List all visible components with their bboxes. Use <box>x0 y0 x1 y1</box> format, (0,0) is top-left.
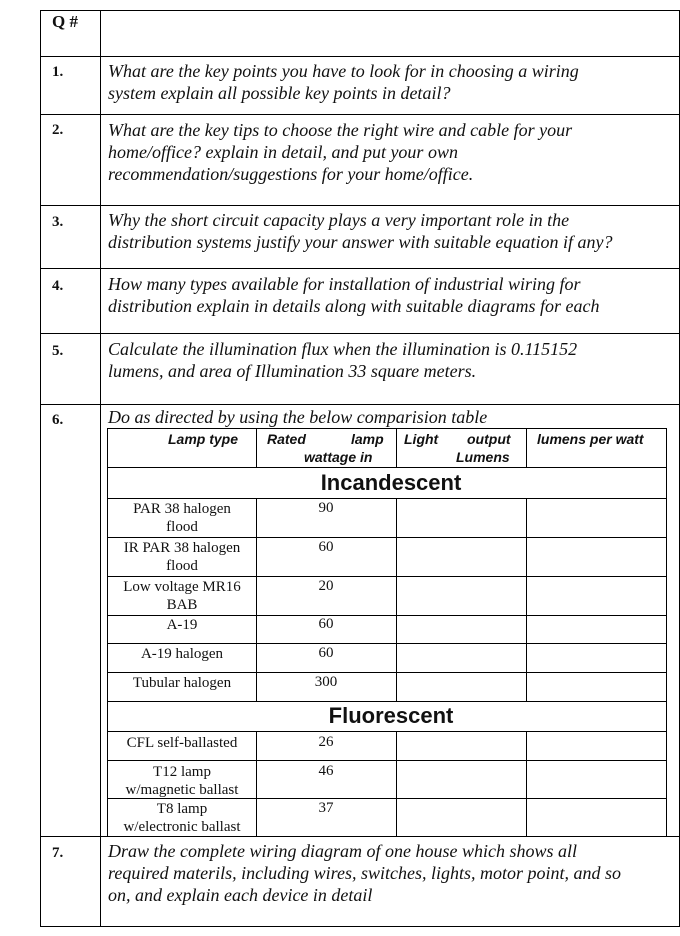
lamp-name <box>108 500 256 536</box>
question-number: 6. <box>52 412 64 428</box>
header-lamp-type: Lamp type <box>168 431 239 447</box>
inner-table-line <box>107 643 667 644</box>
question-text <box>108 338 577 382</box>
lamp-name-line: flood <box>166 558 198 574</box>
question-text <box>108 209 613 253</box>
inner-table-line <box>107 760 667 761</box>
wattage-value: 37 <box>318 800 334 816</box>
question-number: 1. <box>52 64 64 80</box>
lamp-name-line: T8 lamp <box>156 801 208 817</box>
inner-table-line <box>526 428 527 468</box>
inner-table-line <box>107 731 667 732</box>
inner-table-line <box>107 701 667 702</box>
question-line: distribution systems justify your answer with suitable equation if any? <box>108 232 613 252</box>
outer-line <box>40 205 680 206</box>
lamp-name <box>108 539 256 575</box>
header-lamp: lamp <box>351 431 384 447</box>
question-text <box>108 60 579 104</box>
inner-table-line <box>107 576 667 577</box>
question-number: 3. <box>52 214 64 230</box>
lamp-name-line: PAR 38 halogen <box>133 501 231 517</box>
question-line: Draw the complete wiring diagram of one house which shows all <box>108 841 577 861</box>
outer-line <box>40 10 680 11</box>
question-line: How many types available for installation of industrial wiring for <box>108 274 581 294</box>
lamp-name-line: w/electronic ballast <box>123 819 241 835</box>
lamp-name-line: IR PAR 38 halogen <box>123 540 241 556</box>
question-line: What are the key points you have to look for in choosing a wiring <box>108 61 579 81</box>
inner-table-line <box>107 672 667 673</box>
lamp-name-line: A-19 <box>166 617 198 633</box>
lamp-name <box>108 734 256 752</box>
question-number: 2. <box>52 122 64 138</box>
lamp-name-line: flood <box>166 519 198 535</box>
lamp-name-line: Tubular halogen <box>132 675 232 691</box>
wattage-value: 20 <box>318 578 334 594</box>
wattage-value: 46 <box>318 763 334 779</box>
lamp-name <box>108 578 256 614</box>
inner-table-line <box>107 467 667 468</box>
q-number-header: Q # <box>52 12 78 31</box>
lamp-name <box>108 645 256 663</box>
inner-table-line <box>526 731 527 837</box>
outer-line <box>40 836 680 837</box>
wattage-value: 300 <box>314 674 338 690</box>
header-rated: Rated <box>267 431 306 447</box>
lamp-name-line: BAB <box>166 597 198 613</box>
wattage-value: 90 <box>318 500 334 516</box>
question-line: What are the key tips to choose the right wire and cable for your <box>108 120 573 140</box>
question-line: lumens, and area of Illumination 33 square meters. <box>108 361 477 381</box>
outer-line <box>40 56 680 57</box>
question-line: Why the short circuit capacity plays a very important role in the <box>108 210 570 230</box>
question-line: system explain all possible key points in detail? <box>108 83 451 103</box>
header-light: Light <box>404 431 439 447</box>
wattage-value: 60 <box>318 616 334 632</box>
question-line: home/office? explain in detail, and put your own <box>108 142 458 162</box>
question-number: 7. <box>52 845 64 861</box>
lamp-name <box>108 763 256 799</box>
question-text <box>108 840 621 906</box>
section-incandescent: Incandescent <box>320 470 462 495</box>
outer-line <box>40 268 680 269</box>
question-text <box>108 273 600 317</box>
lamp-name-line: Low voltage MR16 <box>123 579 241 595</box>
inner-table-line <box>396 498 397 702</box>
question-line: required materils, including wires, switches, lights, motor point, and so <box>108 863 621 883</box>
inner-table-line <box>396 731 397 837</box>
lamp-name-line: A-19 halogen <box>140 646 224 662</box>
inner-table-line <box>256 428 257 468</box>
lamp-name <box>108 616 256 634</box>
question-line: distribution explain in details along with suitable diagrams for each <box>108 296 600 316</box>
wattage-value: 26 <box>318 734 334 750</box>
wattage-value: 60 <box>318 539 334 555</box>
outer-line <box>40 333 680 334</box>
section-fluorescent: Fluorescent <box>328 703 454 728</box>
lamp-name-line: CFL self-ballasted <box>126 735 238 751</box>
outer-line <box>40 114 680 115</box>
question-line: on, and explain each device in detail <box>108 885 373 905</box>
lamp-name <box>108 800 256 836</box>
inner-table-line <box>107 537 667 538</box>
wattage-value: 60 <box>318 645 334 661</box>
inner-table-line <box>666 428 667 837</box>
outer-line <box>40 10 41 927</box>
question-number: 5. <box>52 343 64 359</box>
inner-table-line <box>256 498 257 702</box>
outer-line <box>40 926 680 927</box>
question-number: 4. <box>52 278 64 294</box>
header-lumens-per-watt: lumens per watt <box>537 431 644 447</box>
header-wattage-in: wattage in <box>304 449 373 465</box>
question-text <box>108 119 572 185</box>
lamp-name-line: w/magnetic ballast <box>125 782 239 798</box>
outer-line <box>100 10 101 927</box>
header-output: output <box>467 431 511 447</box>
question-line: Do as directed by using the below comparision table <box>108 407 488 427</box>
question-line: Calculate the illumination flux when the illumination is 0.115152 <box>108 339 578 359</box>
inner-table-line <box>107 498 667 499</box>
lamp-name <box>108 674 256 692</box>
inner-table-line <box>526 498 527 702</box>
outer-line <box>40 404 680 405</box>
inner-table-line <box>107 428 667 429</box>
header-lumens: Lumens <box>456 449 510 465</box>
lamp-name-line: T12 lamp <box>153 764 211 780</box>
question-text <box>108 406 487 428</box>
question-line: recommendation/suggestions for your home/office. <box>108 164 474 184</box>
inner-table-line <box>396 428 397 468</box>
